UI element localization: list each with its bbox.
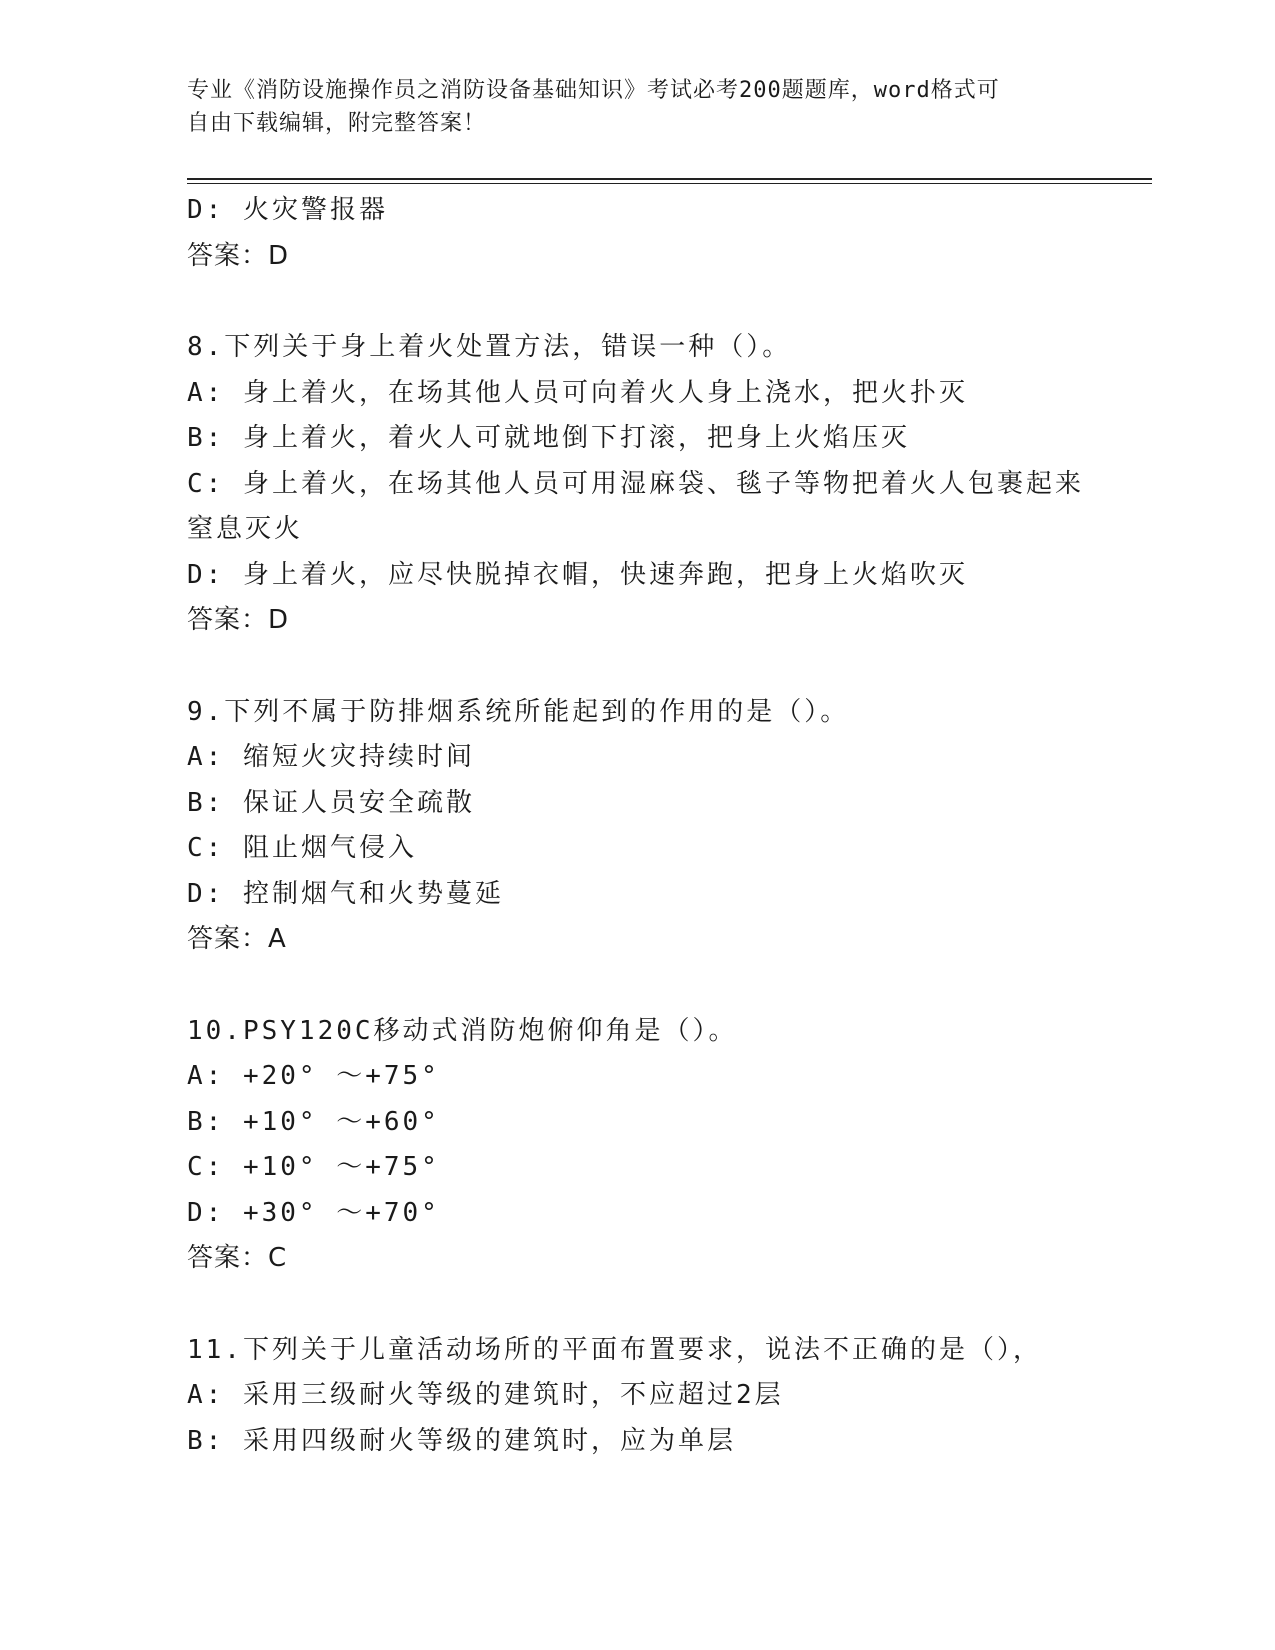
header-divider-thin [187, 183, 1152, 184]
option-c: C: 身上着火，在场其他人员可用湿麻袋、毯子等物把着火人包裹起来 [187, 468, 1084, 499]
header-line-1: 专业《消防设施操作员之消防设备基础知识》考试必考200题题库，word格式可 [187, 78, 1000, 103]
question-9 [187, 690, 1152, 963]
option-c: C: +10° ～+75° [187, 1152, 440, 1182]
option-c-continued: 窒息灭火 [187, 514, 304, 544]
header-divider [187, 178, 1152, 180]
question-stem: 8.下列关于身上着火处置方法，错误一种（）。 [187, 332, 792, 362]
option-b: B: 保证人员安全疏散 [187, 787, 475, 818]
document-body [187, 188, 1152, 1464]
option-b: B: 身上着火，着火人可就地倒下打滚，把身上火焰压灭 [187, 423, 910, 453]
question-stem: 9.下列不属于防排烟系统所能起到的作用的是（）。 [187, 696, 850, 727]
option-c: C: 阻止烟气侵入 [187, 833, 417, 863]
option-d: D: 身上着火，应尽快脱掉衣帽，快速奔跑，把身上火焰吹灭 [187, 559, 968, 590]
question-10 [187, 1009, 1152, 1282]
page-header [187, 74, 1067, 140]
answer: 答案：D [187, 240, 290, 271]
option-d: D: +30° ～+70° [187, 1197, 440, 1228]
option-a: A: 采用三级耐火等级的建筑时，不应超过2层 [187, 1380, 784, 1410]
option-d: D: 控制烟气和火势蔓延 [187, 878, 504, 909]
option-a: A: +20° ～+75° [187, 1061, 440, 1091]
option-a: A: 缩短火灾持续时间 [187, 742, 475, 772]
spacer [187, 279, 1152, 325]
question-stem: 11.下列关于儿童活动场所的平面布置要求，说法不正确的是（）， [187, 1334, 1042, 1365]
header-line-2: 自由下载编辑，附完整答案！ [187, 111, 487, 136]
spacer [187, 1282, 1152, 1328]
spacer [187, 644, 1152, 690]
question-8 [187, 325, 1152, 644]
option-a: A: 身上着火，在场其他人员可向着火人身上浇水，把火扑灭 [187, 377, 968, 408]
answer: 答案：A [187, 924, 287, 954]
option-d: D: 火灾警报器 [187, 195, 388, 225]
answer: 答案：D [187, 605, 290, 635]
question-stem: 10.PSY120C移动式消防炮俯仰角是（）。 [187, 1015, 738, 1046]
spacer [187, 963, 1152, 1009]
option-b: B: +10° ～+60° [187, 1106, 440, 1137]
question-11 [187, 1328, 1152, 1465]
option-b: B: 采用四级耐火等级的建筑时，应为单层 [187, 1425, 736, 1456]
answer: 答案：C [187, 1243, 288, 1273]
